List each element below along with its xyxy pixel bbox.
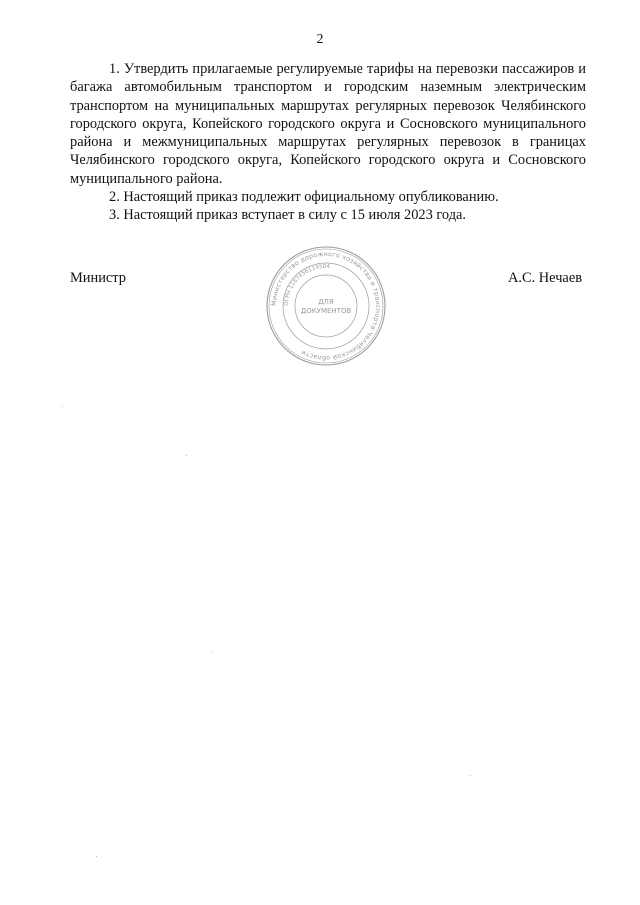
scan-speck bbox=[186, 455, 187, 456]
stamp-center-line1: ДЛЯ bbox=[318, 298, 334, 306]
scan-speck bbox=[62, 406, 63, 407]
paragraph-1: 1. Утвердить прилагаемые регулируемые тарифы на перевозки пассажиров и багажа автомобильным транспортом и городским наземным электрическим транспортом на муниципальных маршрутах регулярных перевозок Челябинского городского округа, Копейского городского округа и Сосновского муниципального района и межмуниципальных маршрутах регулярных перевозок в границах Челябинского городского округа, Копейского городского округа и Сосновского муниципального района. bbox=[70, 61, 586, 187]
scan-speck bbox=[96, 856, 97, 857]
official-seal-stamp bbox=[265, 245, 387, 367]
document-body bbox=[70, 60, 586, 225]
stamp-center-line2: ДОКУМЕНТОВ bbox=[300, 307, 352, 315]
scan-speck bbox=[470, 775, 471, 776]
page-number: 2 bbox=[316, 32, 324, 47]
stamp-inner-text: ОГРН 1167456119504 bbox=[283, 263, 331, 307]
signatory-name: А.С. Нечаев bbox=[507, 270, 582, 286]
paragraph-3: 3. Настоящий приказ вступает в силу с 15 июля 2023 года. bbox=[109, 207, 467, 224]
paragraph-2: 2. Настоящий приказ подлежит официальному опубликованию. bbox=[109, 189, 499, 206]
stamp-outer-text: Министерство дорожного хозяйства и транспорта Челябинской области bbox=[269, 249, 383, 363]
scan-speck bbox=[212, 652, 213, 653]
signatory-role: Министр bbox=[70, 270, 126, 286]
